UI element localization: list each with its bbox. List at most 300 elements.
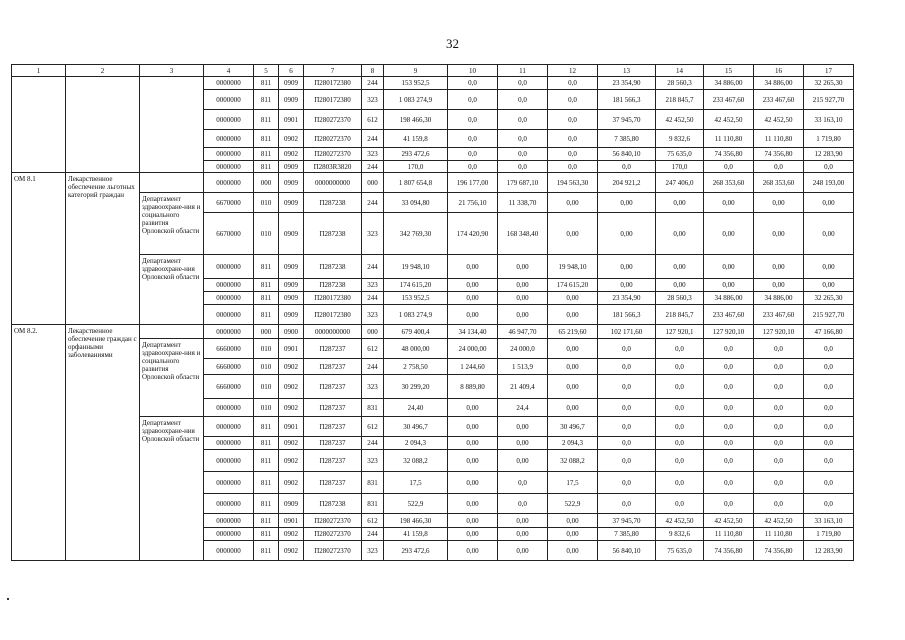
header-cell: 15 xyxy=(704,65,754,77)
table-cell: 1 719,80 xyxy=(804,528,854,541)
table-cell: 323 xyxy=(362,148,384,161)
table-cell: 42 452,50 xyxy=(704,514,754,528)
table-cell: 0,0 xyxy=(704,417,754,437)
table-cell: 0,00 xyxy=(804,255,854,279)
table-cell: 9 832,6 xyxy=(656,528,704,541)
header-cell: 7 xyxy=(304,65,362,77)
table-cell: 0,00 xyxy=(448,472,498,494)
table-cell: 8 889,80 xyxy=(448,375,498,399)
table-cell: 174 615,20 xyxy=(548,279,598,292)
table-cell: 0,00 xyxy=(448,528,498,541)
table-cell: 11 338,70 xyxy=(498,193,548,213)
table-cell: 811 xyxy=(254,417,279,437)
header-cell: 5 xyxy=(254,65,279,77)
table-cell: 0,0 xyxy=(704,161,754,173)
table-cell: 0000000 xyxy=(204,292,254,305)
table-cell: 0,0 xyxy=(598,359,656,375)
table-cell: 11 110,80 xyxy=(754,528,804,541)
table-cell: 342 769,30 xyxy=(384,213,448,255)
table-cell: 218 845,7 xyxy=(656,305,704,325)
table-cell: 0,0 xyxy=(704,450,754,472)
table-cell: 0,0 xyxy=(656,359,704,375)
table-cell: 0902 xyxy=(279,375,304,399)
table-cell: 47 166,80 xyxy=(804,325,854,339)
table-cell: 102 171,60 xyxy=(598,325,656,339)
table-cell: 6660000 xyxy=(204,359,254,375)
table-cell: 0,00 xyxy=(498,514,548,528)
table-cell: 0,0 xyxy=(548,77,598,90)
table-cell: 0,00 xyxy=(598,255,656,279)
table-cell: 811 xyxy=(254,110,279,130)
table-cell: 32 265,30 xyxy=(804,292,854,305)
table-cell: 0,0 xyxy=(804,161,854,173)
table-cell: 811 xyxy=(254,514,279,528)
table-cell: 24 000,00 xyxy=(448,339,498,359)
table-cell: 0000000 xyxy=(204,437,254,450)
table-cell: 32 088,2 xyxy=(548,450,598,472)
table-cell: П287237 xyxy=(304,399,362,417)
table-cell: 522,9 xyxy=(548,494,598,514)
table-cell: 010 xyxy=(254,359,279,375)
table-cell: 0000000 xyxy=(204,279,254,292)
table-cell: 0909 xyxy=(279,279,304,292)
table-cell: 0901 xyxy=(279,514,304,528)
table-cell: 198 466,30 xyxy=(384,110,448,130)
table-cell: 1 513,9 xyxy=(498,359,548,375)
table-cell: 0,0 xyxy=(754,339,804,359)
table-cell: 1 244,60 xyxy=(448,359,498,375)
code-cell xyxy=(12,77,66,173)
table-cell: 0,00 xyxy=(548,193,598,213)
table-cell: 831 xyxy=(362,472,384,494)
table-cell: 323 xyxy=(362,375,384,399)
table-cell: 0,0 xyxy=(498,90,548,110)
table-cell: 0,0 xyxy=(656,437,704,450)
table-cell: П287237 xyxy=(304,339,362,359)
table-cell: 0,0 xyxy=(548,148,598,161)
table-cell: 46 947,70 xyxy=(498,325,548,339)
table-cell: П280272370 xyxy=(304,130,362,148)
table-cell: 0,00 xyxy=(498,292,548,305)
table-cell: 30 299,20 xyxy=(384,375,448,399)
table-cell: 30 496,7 xyxy=(548,417,598,437)
table-cell: 0,0 xyxy=(598,375,656,399)
header-cell: 6 xyxy=(279,65,304,77)
table-cell: 0902 xyxy=(279,437,304,450)
table-cell: П287238 xyxy=(304,255,362,279)
table-cell: 56 840,10 xyxy=(598,541,656,561)
table-cell: 0,00 xyxy=(498,279,548,292)
table-cell: 0,0 xyxy=(804,359,854,375)
table-cell: 323 xyxy=(362,450,384,472)
table-cell: 323 xyxy=(362,213,384,255)
table-cell: 0,0 xyxy=(598,494,656,514)
table-cell: 0,0 xyxy=(704,399,754,417)
table-cell: 0909 xyxy=(279,173,304,193)
scan-artifact-dot xyxy=(7,598,9,600)
table-cell: 811 xyxy=(254,305,279,325)
table-cell: 0902 xyxy=(279,472,304,494)
table-cell: 811 xyxy=(254,130,279,148)
table-cell: 0,00 xyxy=(498,417,548,437)
table-cell: 33 163,10 xyxy=(804,110,854,130)
table-cell: 42 452,50 xyxy=(704,110,754,130)
table-cell: 0,00 xyxy=(448,417,498,437)
table-cell: П280172380 xyxy=(304,77,362,90)
table-cell: 0,0 xyxy=(704,472,754,494)
table-cell: 000 xyxy=(362,325,384,339)
table-cell: 127 920,1 xyxy=(656,325,704,339)
table-cell: 0,0 xyxy=(656,494,704,514)
table-cell: П287237 xyxy=(304,450,362,472)
table-cell: 522,9 xyxy=(384,494,448,514)
table-cell: 11 110,80 xyxy=(704,528,754,541)
table-cell: 679 400,4 xyxy=(384,325,448,339)
table-cell: 000 xyxy=(254,173,279,193)
table-cell: 0,00 xyxy=(704,213,754,255)
table-cell: 0,0 xyxy=(804,375,854,399)
table-cell: 0,00 xyxy=(548,339,598,359)
table-cell: 0909 xyxy=(279,494,304,514)
table-cell: П280272370 xyxy=(304,148,362,161)
table-cell: 0,0 xyxy=(498,472,548,494)
table-cell: 0,0 xyxy=(548,161,598,173)
table-cell: 6670000 xyxy=(204,213,254,255)
table-cell: 0902 xyxy=(279,450,304,472)
table-cell: 244 xyxy=(362,255,384,279)
table-cell: 0,00 xyxy=(754,213,804,255)
table-cell: 33 094,80 xyxy=(384,193,448,213)
table-cell: 0,0 xyxy=(804,417,854,437)
table-cell: 0,0 xyxy=(498,148,548,161)
table-cell: 0,0 xyxy=(656,472,704,494)
table-cell: 010 xyxy=(254,339,279,359)
table-cell: 0902 xyxy=(279,359,304,375)
table-body xyxy=(12,65,854,561)
table-cell: 323 xyxy=(362,541,384,561)
table-cell: 0,00 xyxy=(498,528,548,541)
header-cell: 14 xyxy=(656,65,704,77)
table-cell: 0,0 xyxy=(754,494,804,514)
table-cell: 2 758,50 xyxy=(384,359,448,375)
table-cell: 75 635,0 xyxy=(656,148,704,161)
table-cell: 0,00 xyxy=(598,213,656,255)
table-cell: 0909 xyxy=(279,90,304,110)
table-cell: 0,00 xyxy=(448,305,498,325)
table-cell: 0,0 xyxy=(448,77,498,90)
table-cell: 0909 xyxy=(279,161,304,173)
row-label-cell: Лекарственное обеспечение граждан с орфанными заболеваниями xyxy=(66,325,140,561)
table-cell: 0,0 xyxy=(448,161,498,173)
table-cell: 010 xyxy=(254,213,279,255)
table-cell: 268 353,60 xyxy=(704,173,754,193)
table-cell: 30 496,7 xyxy=(384,417,448,437)
table-cell: 0,00 xyxy=(656,213,704,255)
table-cell: 37 945,70 xyxy=(598,514,656,528)
table-cell: 0,0 xyxy=(498,161,548,173)
table-cell: 0,0 xyxy=(754,375,804,399)
table-cell: 831 xyxy=(362,494,384,514)
table-cell: 0,00 xyxy=(448,514,498,528)
page-number: 32 xyxy=(446,36,459,51)
table-cell: 0,00 xyxy=(804,213,854,255)
table-cell: 010 xyxy=(254,375,279,399)
table-cell: 0,00 xyxy=(704,255,754,279)
table-cell: 0000000 xyxy=(204,305,254,325)
table-cell: 198 466,30 xyxy=(384,514,448,528)
table-cell: 0,0 xyxy=(448,148,498,161)
table-cell: П280272370 xyxy=(304,110,362,130)
table-cell: 0,00 xyxy=(448,437,498,450)
table-cell: 0000000 xyxy=(204,325,254,339)
table-cell: 0000000000 xyxy=(304,173,362,193)
header-row xyxy=(12,65,854,77)
table-cell: 0909 xyxy=(279,213,304,255)
table-cell: 2 094,3 xyxy=(548,437,598,450)
table-cell: П280172380 xyxy=(304,90,362,110)
table-cell: 218 845,7 xyxy=(656,90,704,110)
table-cell: 0,00 xyxy=(804,193,854,213)
table-cell: 0,0 xyxy=(598,417,656,437)
table-cell: П287238 xyxy=(304,213,362,255)
row-label-cell: Департамент здравоохране-ния и социального развития Орловской области xyxy=(140,339,204,417)
row-label-cell: Департамент здравоохране-ния Орловской области xyxy=(140,255,204,325)
table-cell: 0901 xyxy=(279,110,304,130)
table-cell: 010 xyxy=(254,193,279,213)
table-cell: 181 566,3 xyxy=(598,305,656,325)
table-cell: 811 xyxy=(254,437,279,450)
table-cell: 170,0 xyxy=(656,161,704,173)
table-cell: 21 409,4 xyxy=(498,375,548,399)
table-cell: 244 xyxy=(362,77,384,90)
table-cell: 244 xyxy=(362,437,384,450)
header-cell: 12 xyxy=(548,65,598,77)
table-cell: 127 920,10 xyxy=(704,325,754,339)
table-cell: 0909 xyxy=(279,292,304,305)
table-cell: 0,0 xyxy=(754,472,804,494)
header-cell: 3 xyxy=(140,65,204,77)
table-cell: 24,40 xyxy=(384,399,448,417)
table-cell: 0,0 xyxy=(598,399,656,417)
table-cell: 323 xyxy=(362,90,384,110)
row-label-cell xyxy=(66,77,140,173)
table-cell: П280272370 xyxy=(304,528,362,541)
table-cell: 7 385,80 xyxy=(598,130,656,148)
table-cell: 0,00 xyxy=(548,541,598,561)
table-cell: 0,0 xyxy=(704,494,754,514)
table-cell: 0,0 xyxy=(804,399,854,417)
row-label-cell xyxy=(140,77,204,173)
table-cell: 0,00 xyxy=(448,292,498,305)
table-cell: 244 xyxy=(362,161,384,173)
table-cell: 0,00 xyxy=(448,450,498,472)
table-cell: 0902 xyxy=(279,130,304,148)
code-cell: ОМ 8.2. xyxy=(12,325,66,561)
table-cell: 0,0 xyxy=(498,77,548,90)
table-cell: П287238 xyxy=(304,279,362,292)
table-cell: 323 xyxy=(362,279,384,292)
table-cell: 0,00 xyxy=(548,528,598,541)
table-cell: 0000000000 xyxy=(304,325,362,339)
table-cell: 0,0 xyxy=(656,399,704,417)
table-cell: 0,0 xyxy=(804,437,854,450)
table-cell xyxy=(140,325,204,339)
table-cell xyxy=(140,173,204,193)
table-cell: 75 635,0 xyxy=(656,541,704,561)
table-cell: 1 083 274,9 xyxy=(384,90,448,110)
table-cell: 0,0 xyxy=(598,472,656,494)
table-cell: П280172380 xyxy=(304,305,362,325)
table-cell: 42 452,50 xyxy=(656,514,704,528)
table-cell: 127 920,10 xyxy=(754,325,804,339)
table-cell: 0,00 xyxy=(704,279,754,292)
table-cell: 11 110,80 xyxy=(704,130,754,148)
table-cell: 248 193,00 xyxy=(804,173,854,193)
table-cell: 19 948,10 xyxy=(548,255,598,279)
table-cell: 42 452,50 xyxy=(656,110,704,130)
table-cell: 0909 xyxy=(279,77,304,90)
table-cell: 0,00 xyxy=(804,279,854,292)
table-cell: 1 807 654,8 xyxy=(384,173,448,193)
table-cell: 244 xyxy=(362,292,384,305)
table-cell: 293 472,6 xyxy=(384,148,448,161)
table-cell: 215 927,70 xyxy=(804,305,854,325)
table-cell: 0909 xyxy=(279,193,304,213)
table-cell: 0,00 xyxy=(656,193,704,213)
table-cell: 0,00 xyxy=(548,514,598,528)
table-cell: 000 xyxy=(362,173,384,193)
table-cell: 0,00 xyxy=(704,193,754,213)
table-cell: 0,0 xyxy=(754,450,804,472)
table-cell: 0,0 xyxy=(704,437,754,450)
table-cell: 65 219,60 xyxy=(548,325,598,339)
table-cell: 0,00 xyxy=(498,255,548,279)
table-cell: 0,00 xyxy=(448,279,498,292)
table-cell: 34 886,00 xyxy=(704,292,754,305)
table-cell: 0909 xyxy=(279,255,304,279)
table-cell: 0,00 xyxy=(448,494,498,514)
table-cell: 34 134,40 xyxy=(448,325,498,339)
table-cell: 0,0 xyxy=(498,494,548,514)
table-cell: 612 xyxy=(362,110,384,130)
header-cell: 16 xyxy=(754,65,804,77)
table-cell: 811 xyxy=(254,90,279,110)
table-cell: 010 xyxy=(254,399,279,417)
table-cell: 12 283,90 xyxy=(804,148,854,161)
table-cell: 244 xyxy=(362,528,384,541)
table-cell: П280272370 xyxy=(304,514,362,528)
table-cell: 0,00 xyxy=(448,255,498,279)
table-cell: 0,0 xyxy=(704,359,754,375)
table-cell: 0901 xyxy=(279,339,304,359)
table-cell: 33 163,10 xyxy=(804,514,854,528)
table-cell: 0,00 xyxy=(754,279,804,292)
table-cell: 21 756,10 xyxy=(448,193,498,213)
table-cell: 0,0 xyxy=(548,90,598,110)
row-label-cell: Лекарственное обеспечение льготных категорий граждан xyxy=(66,173,140,325)
table-cell: 174 420,90 xyxy=(448,213,498,255)
table-cell: 0901 xyxy=(279,417,304,437)
table-cell: 0,00 xyxy=(656,279,704,292)
table-cell: 0,00 xyxy=(548,375,598,399)
table-cell: 0,0 xyxy=(704,375,754,399)
table-cell: 56 840,10 xyxy=(598,148,656,161)
table-cell: 23 354,90 xyxy=(598,292,656,305)
table-cell: 0000000 xyxy=(204,514,254,528)
table-cell: 34 886,00 xyxy=(704,77,754,90)
table-cell: 0,0 xyxy=(448,130,498,148)
table-cell: 0,0 xyxy=(804,472,854,494)
table-row xyxy=(12,77,854,90)
table-cell: 42 452,50 xyxy=(754,514,804,528)
table-row xyxy=(12,173,854,193)
table-cell: 153 952,5 xyxy=(384,292,448,305)
table-cell: 0000000 xyxy=(204,450,254,472)
table-cell: 1 719,80 xyxy=(804,130,854,148)
table-cell: П280172380 xyxy=(304,292,362,305)
table-cell: 244 xyxy=(362,359,384,375)
table-cell: 0,00 xyxy=(498,541,548,561)
table-cell: 2 094,3 xyxy=(384,437,448,450)
header-cell: 10 xyxy=(448,65,498,77)
code-cell: ОМ 8.1 xyxy=(12,173,66,325)
table-cell: П280272370 xyxy=(304,541,362,561)
table-cell: 19 948,10 xyxy=(384,255,448,279)
table-cell: 0,0 xyxy=(804,450,854,472)
table-cell: П287237 xyxy=(304,472,362,494)
table-cell: 0,0 xyxy=(656,375,704,399)
table-cell: 0,00 xyxy=(754,193,804,213)
table-cell: 612 xyxy=(362,514,384,528)
table-cell: 612 xyxy=(362,339,384,359)
table-cell: 0000000 xyxy=(204,77,254,90)
table-cell: 811 xyxy=(254,450,279,472)
table-cell: 811 xyxy=(254,472,279,494)
table-cell: 23 354,90 xyxy=(598,77,656,90)
table-cell: 811 xyxy=(254,528,279,541)
table-cell: 0000000 xyxy=(204,494,254,514)
table-cell: 0900 xyxy=(279,325,304,339)
table-cell: 0,00 xyxy=(498,305,548,325)
table-cell: П287238 xyxy=(304,193,362,213)
table-cell: 0,0 xyxy=(754,437,804,450)
table-cell: 244 xyxy=(362,130,384,148)
table-cell: 811 xyxy=(254,541,279,561)
table-cell: 0,00 xyxy=(548,359,598,375)
table-cell: П287237 xyxy=(304,375,362,399)
table-cell: 0,00 xyxy=(448,541,498,561)
row-label-cell: Департамент здравоохране-ния Орловской области xyxy=(140,417,204,561)
table-cell: 28 560,3 xyxy=(656,77,704,90)
table-cell: 0000000 xyxy=(204,110,254,130)
table-cell: 0,0 xyxy=(448,90,498,110)
table-cell: 244 xyxy=(362,193,384,213)
table-cell: 0,00 xyxy=(548,292,598,305)
table-cell: 12 283,90 xyxy=(804,541,854,561)
table-cell: 74 356,80 xyxy=(704,541,754,561)
table-cell: 215 927,70 xyxy=(804,90,854,110)
table-cell: 74 356,80 xyxy=(704,148,754,161)
table-row xyxy=(12,325,854,339)
table-cell: 174 615,20 xyxy=(384,279,448,292)
table-cell: 0000000 xyxy=(204,130,254,148)
table-cell: 0000000 xyxy=(204,399,254,417)
table-cell: 0,00 xyxy=(548,399,598,417)
table-cell: 0,0 xyxy=(548,130,598,148)
table-cell: 170,0 xyxy=(384,161,448,173)
table-cell: 24 000,0 xyxy=(498,339,548,359)
table-cell: 811 xyxy=(254,77,279,90)
